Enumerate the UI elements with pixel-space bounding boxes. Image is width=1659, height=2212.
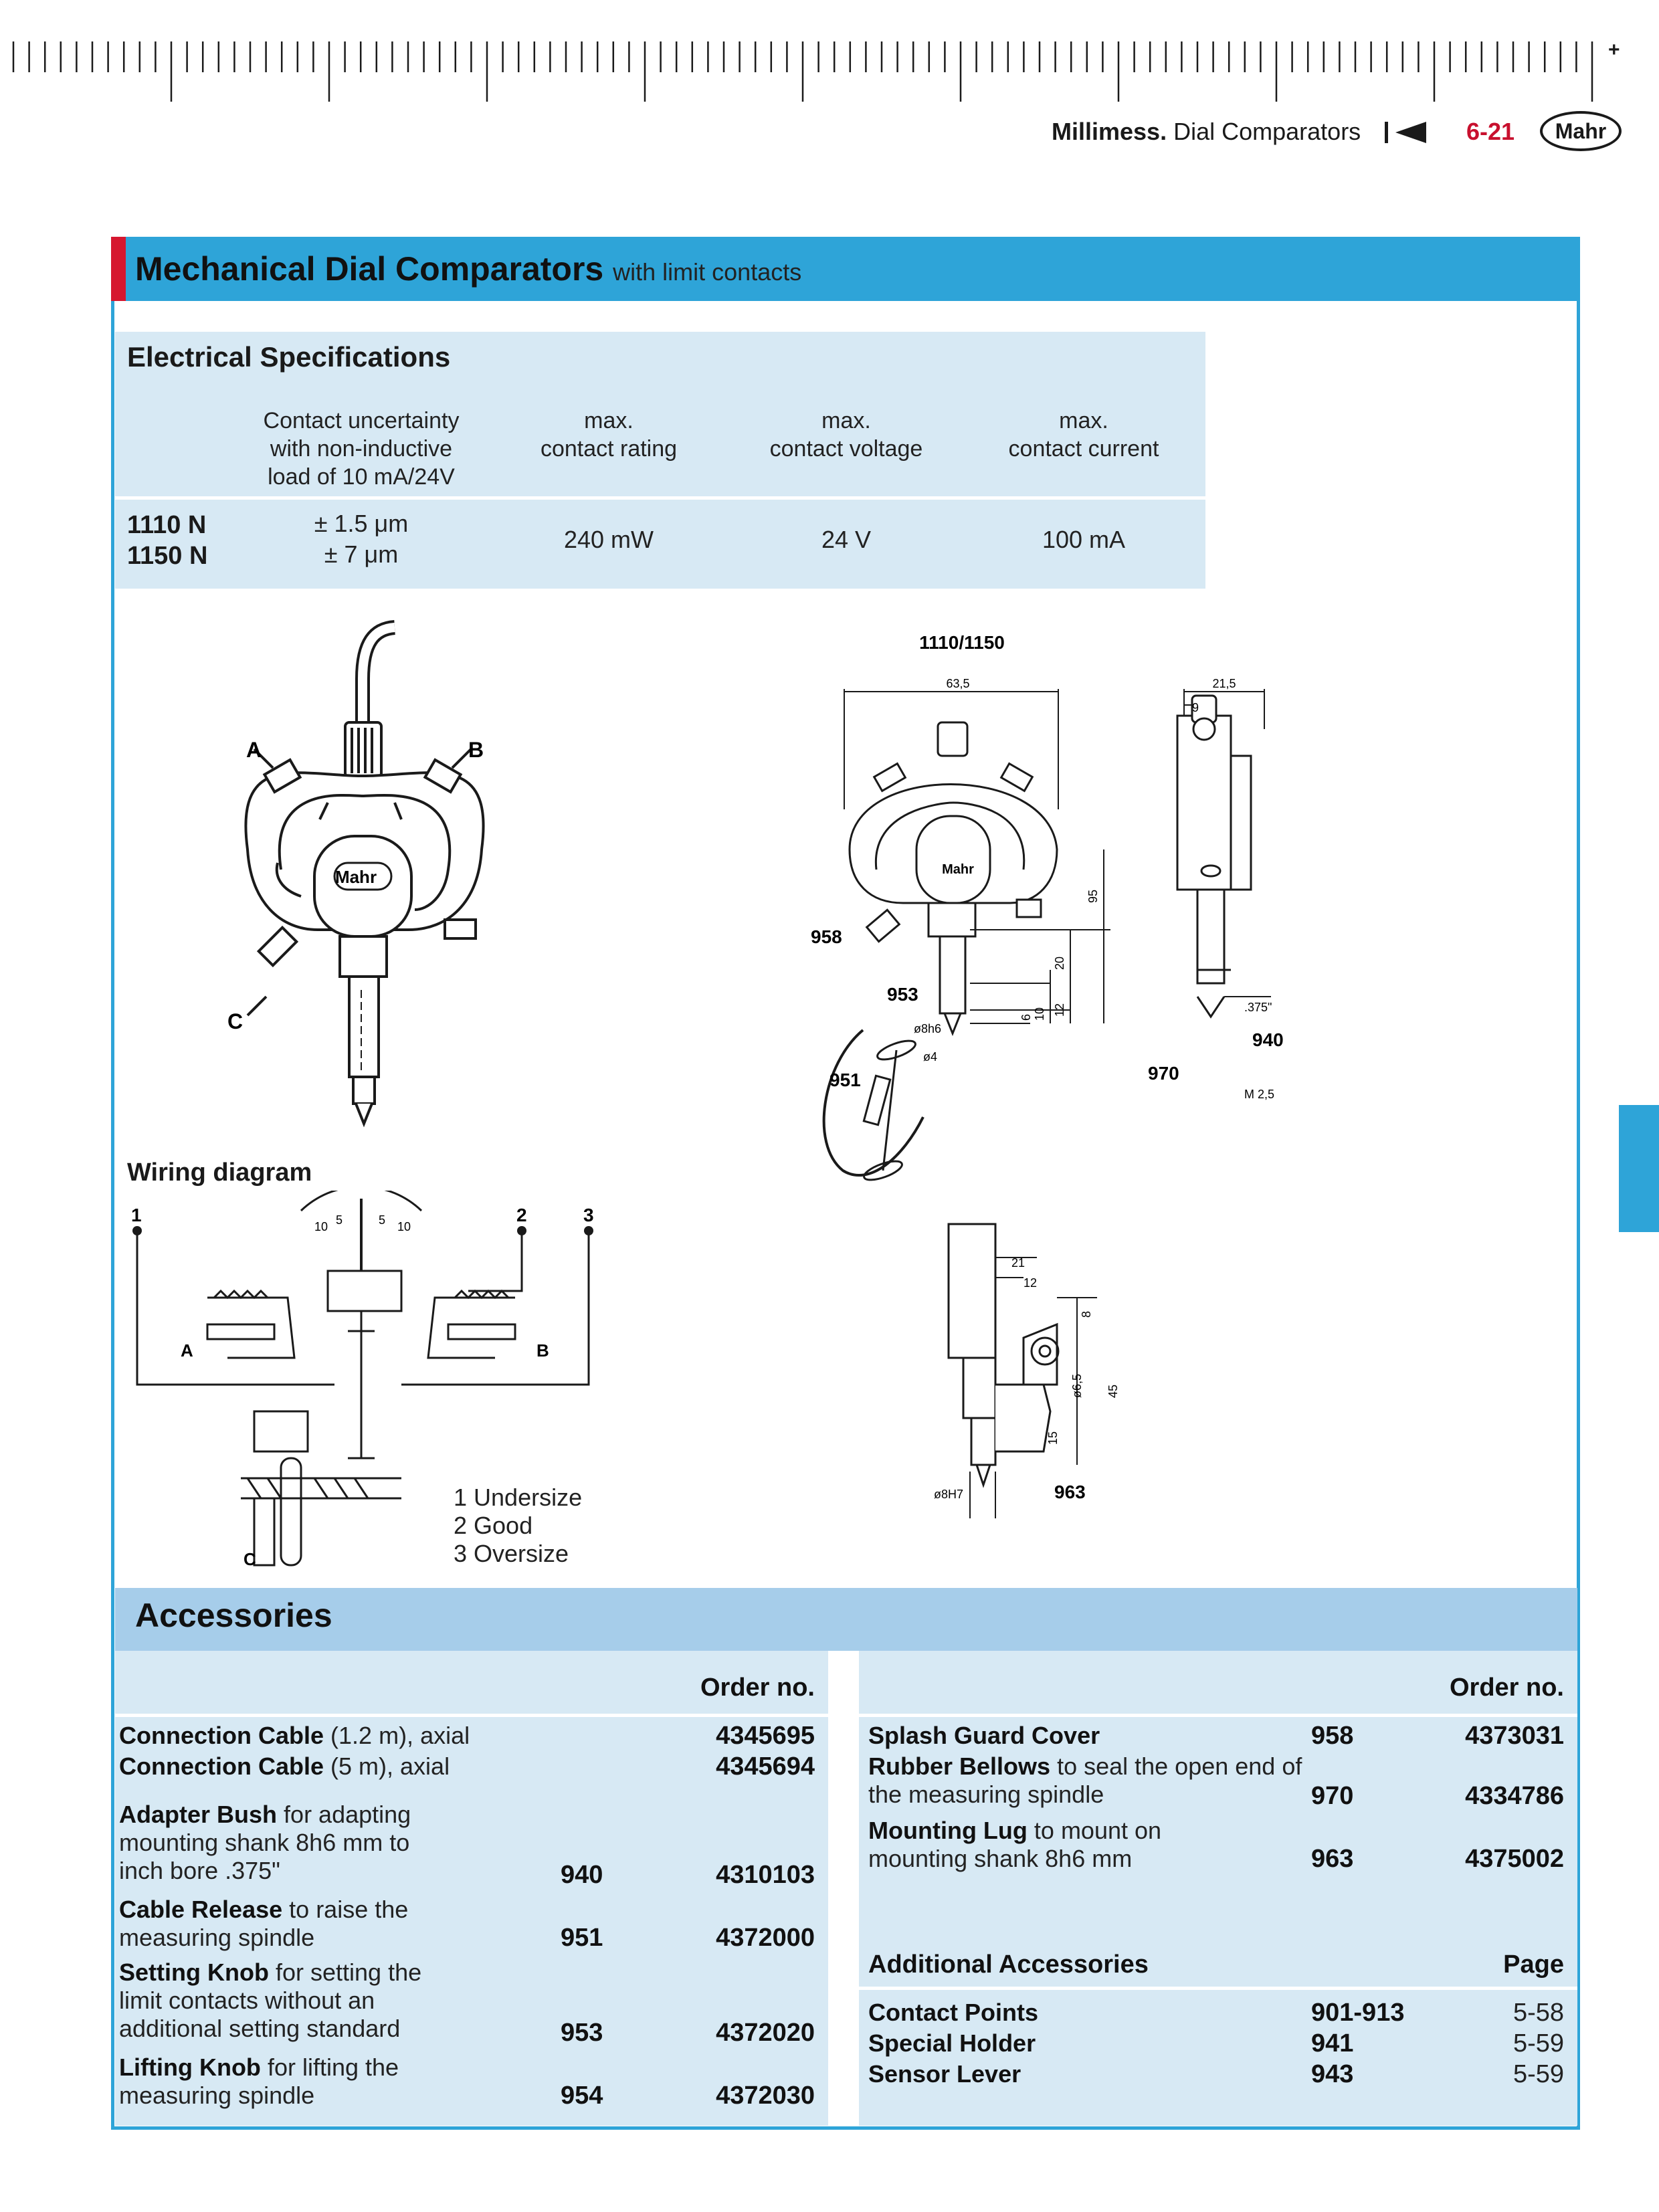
order-4372000: 4372000 <box>716 1924 815 1952</box>
dim-twenty: 20 <box>1053 956 1066 970</box>
terminal-1: 1 <box>131 1205 142 1225</box>
comparator-front-figure <box>201 615 508 1137</box>
mahr-logo-small: Mahr <box>334 867 377 887</box>
dim-depth: 21,5 <box>1212 677 1236 690</box>
dim-six: 6 <box>1019 1013 1033 1021</box>
model-label: 1110/1150 <box>919 632 1005 653</box>
crop-mark-plus: + <box>1608 39 1620 61</box>
terminal-2: 2 <box>516 1205 527 1225</box>
title-sub: with limit contacts <box>613 258 802 286</box>
additional-accessories-heading: Additional Accessories <box>868 1950 1149 1979</box>
wiring-legend <box>454 1484 582 1568</box>
col-header-voltage: max. contact voltage <box>769 408 923 462</box>
uncertainty-1150: ± 7 μm <box>324 540 399 568</box>
lug-dim-65: ø6,5 <box>1070 1373 1084 1398</box>
callout-970: 970 <box>1148 1063 1179 1084</box>
scale-left-10: 10 <box>314 1220 328 1233</box>
model-1110: 1110 N <box>127 511 207 539</box>
col-header-current: max. contact current <box>1008 408 1159 462</box>
code-951: 951 <box>561 1924 603 1952</box>
model-1150: 1150 N <box>127 542 208 570</box>
acc-connection-cable-1: Connection Cable (1.2 m), axial <box>119 1722 470 1749</box>
dim-height: 95 <box>1086 889 1100 903</box>
mahr-logo-drawing: Mahr <box>942 862 974 877</box>
uncertainty-1110: ± 1.5 μm <box>314 510 409 537</box>
terminal-3: 3 <box>583 1205 594 1225</box>
mahr-logo: Mahr <box>1540 111 1622 151</box>
order-header-left: Order no. <box>700 1674 815 1702</box>
page-title <box>135 245 801 293</box>
order-4310103: 4310103 <box>716 1861 815 1889</box>
lug-dim-21: 21 <box>1011 1256 1026 1270</box>
section-name: Dial Comparators <box>1173 118 1361 145</box>
order-4373031: 4373031 <box>1465 1722 1564 1750</box>
wiring-label-c: C <box>243 1549 256 1569</box>
contact-voltage: 24 V <box>821 526 872 553</box>
code-941: 941 <box>1311 2029 1354 2057</box>
order-4334786: 4334786 <box>1465 1782 1564 1810</box>
callout-958: 958 <box>811 926 842 947</box>
lug-dim-12: 12 <box>1023 1276 1038 1290</box>
contact-rating: 240 mW <box>563 526 654 553</box>
acc-adapter-bush: Adapter Bush for adapting mounting shank 8h6 mm to inch bore .375" <box>119 1801 411 1884</box>
code-963: 963 <box>1311 1845 1354 1873</box>
right-divider <box>859 1714 1577 1717</box>
wiring-label-b: B <box>536 1340 549 1361</box>
dim-d8h6: ø8h6 <box>914 1022 942 1035</box>
lug-dim-d8h7: ø8H7 <box>934 1488 964 1501</box>
callout-940: 940 <box>1252 1029 1284 1050</box>
title-main: Mechanical Dial Comparators <box>135 250 604 288</box>
label-a: A <box>246 738 262 762</box>
lug-dim-45: 45 <box>1106 1384 1120 1398</box>
brand-name: Millimess. <box>1052 118 1167 145</box>
order-4375002: 4375002 <box>1465 1845 1564 1873</box>
dim-d4: ø4 <box>923 1050 938 1064</box>
contact-current: 100 mA <box>1042 526 1126 553</box>
acc-mounting-lug: Mounting Lug to mount on mounting shank 8h6 mm <box>868 1817 1162 1872</box>
lug-dim-15: 15 <box>1046 1431 1060 1445</box>
dim-ten: 10 <box>1033 1007 1046 1021</box>
callout-963: 963 <box>1054 1482 1086 1502</box>
accessories-bar <box>115 1588 1577 1651</box>
legend-good: 2 Good <box>454 1512 533 1539</box>
order-4372030: 4372030 <box>716 2082 815 2110</box>
code-940: 940 <box>561 1861 603 1889</box>
legend-undersize: 1 Undersize <box>454 1484 583 1511</box>
page-5-59-holder[interactable]: 5-59 <box>1512 2029 1564 2057</box>
scale-right-5: 5 <box>379 1213 386 1227</box>
col-header-rating: max. contact rating <box>540 408 678 462</box>
scale-left-5: 5 <box>336 1213 343 1227</box>
dim-thread: M 2,5 <box>1244 1088 1275 1101</box>
acc-lifting-knob: Lifting Knob for lifting the measuring spindle <box>119 2053 399 2109</box>
order-4372020: 4372020 <box>716 2019 815 2047</box>
page-5-59-lever[interactable]: 5-59 <box>1512 2060 1564 2088</box>
label-b: B <box>468 738 484 762</box>
col-header-uncertainty: Contact uncertainty with non-inductive load of 10 mA/24V <box>263 408 460 490</box>
running-header <box>1052 115 1361 148</box>
order-4345694: 4345694 <box>716 1752 815 1781</box>
code-954: 954 <box>561 2082 603 2110</box>
acc-sensor-lever[interactable]: Sensor Lever <box>868 2060 1021 2088</box>
code-901-913: 901-913 <box>1311 1999 1405 2027</box>
crop-ruler <box>0 27 1605 107</box>
dim-twelve: 12 <box>1053 1003 1066 1017</box>
code-953: 953 <box>561 2019 603 2047</box>
accessories-heading: Accessories <box>135 1597 332 1634</box>
order-4345695: 4345695 <box>716 1722 815 1750</box>
dim-width: 63,5 <box>946 677 970 690</box>
dim-inch: .375" <box>1244 1001 1272 1014</box>
section-side-tab[interactable] <box>1619 1105 1659 1232</box>
left-divider <box>115 1714 828 1717</box>
order-header-right: Order no. <box>1449 1674 1564 1702</box>
dim-nine: 9 <box>1191 701 1199 714</box>
code-958: 958 <box>1311 1722 1354 1750</box>
callout-953: 953 <box>887 984 918 1005</box>
acc-connection-cable-5: Connection Cable (5 m), axial <box>119 1752 450 1780</box>
page-5-58[interactable]: 5-58 <box>1512 1999 1564 2027</box>
additional-divider <box>859 1987 1577 1990</box>
acc-rubber-bellows: Rubber Bellows to seal the open end of the measuring spindle <box>868 1752 1302 1808</box>
acc-special-holder[interactable]: Special Holder <box>868 2029 1036 2057</box>
mounting-lug-drawing <box>923 1211 1137 1518</box>
spec-heading: Electrical Specifications <box>127 341 451 373</box>
back-arrow-icon[interactable] <box>1382 118 1429 147</box>
code-943: 943 <box>1311 2060 1354 2088</box>
lug-dim-8: 8 <box>1080 1310 1093 1318</box>
wiring-heading: Wiring diagram <box>127 1159 312 1187</box>
dimension-drawing-front <box>769 622 1304 1184</box>
wiring-label-a: A <box>181 1340 193 1361</box>
legend-oversize: 3 Oversize <box>454 1540 569 1567</box>
title-marker <box>111 237 126 301</box>
spec-divider <box>115 496 1205 500</box>
page-header: Page <box>1503 1950 1564 1979</box>
acc-setting-knob: Setting Knob for setting the limit contacts without an additional setting standard <box>119 1958 422 2042</box>
acc-splash-guard: Splash Guard Cover <box>868 1722 1100 1749</box>
acc-cable-release: Cable Release to raise the measuring spindle <box>119 1896 409 1951</box>
label-c: C <box>227 1009 243 1033</box>
code-970: 970 <box>1311 1782 1354 1810</box>
scale-right-10: 10 <box>397 1220 411 1233</box>
callout-951: 951 <box>830 1070 861 1090</box>
page-number: 6-21 <box>1466 118 1515 145</box>
acc-contact-points[interactable]: Contact Points <box>868 1999 1039 2026</box>
